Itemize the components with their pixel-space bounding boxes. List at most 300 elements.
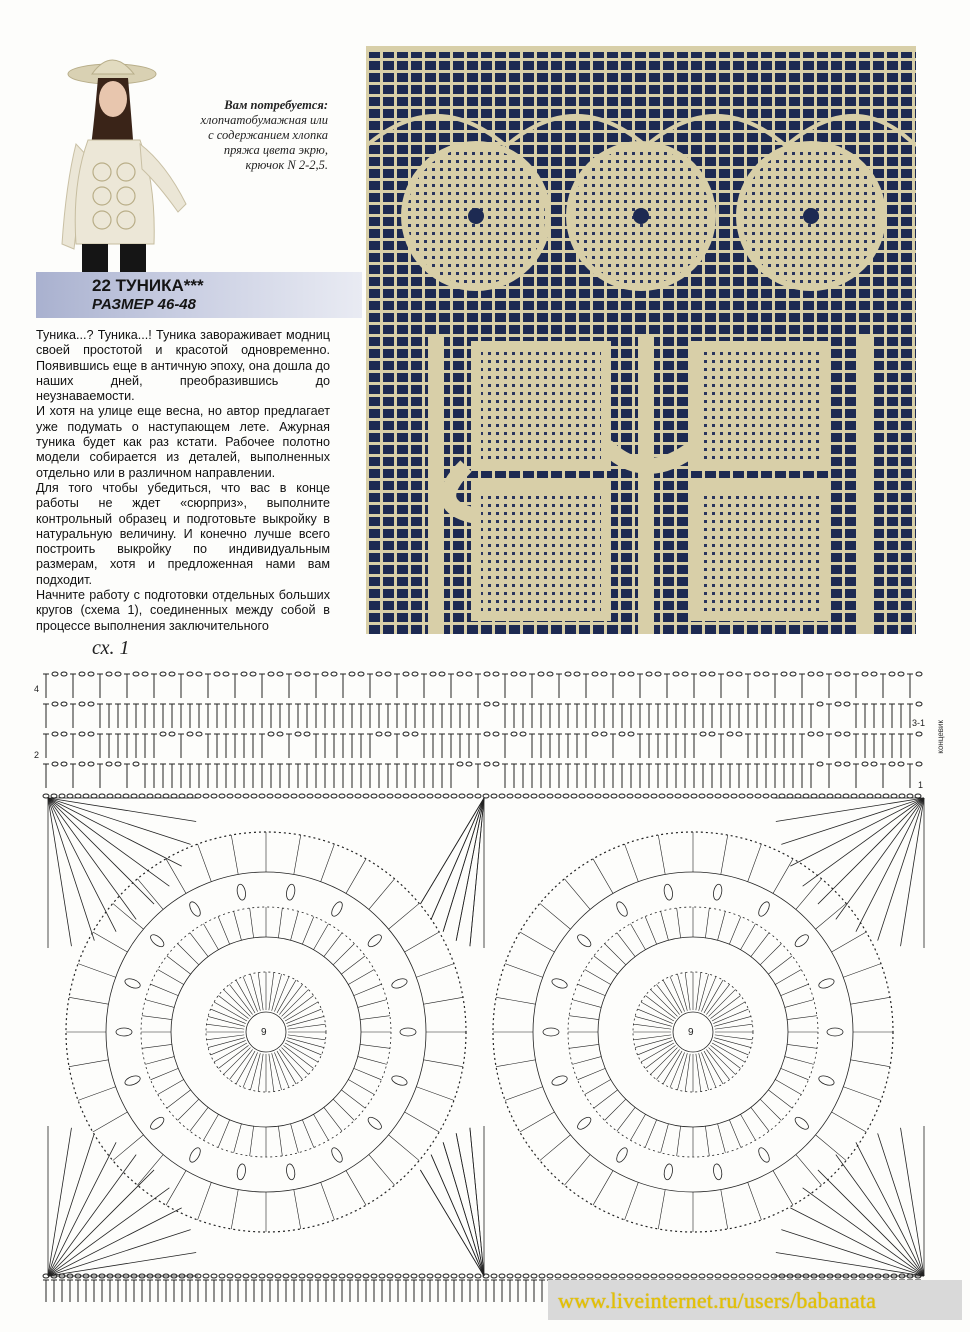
chain-stitch (627, 794, 633, 798)
watermark-text: www.liveinternet.ru/users/babanata (558, 1288, 877, 1313)
chain-stitch (808, 672, 814, 676)
radial-stitch (291, 1124, 299, 1153)
radial-stitch (670, 977, 685, 1012)
radial-stitch (113, 903, 144, 929)
radial-stitch (751, 1107, 769, 1131)
fan-stitch (48, 1133, 94, 1276)
chain-stitch (844, 702, 850, 706)
chain-stitch (611, 1274, 617, 1278)
chain-stitch (808, 732, 814, 736)
chain-stitch (323, 794, 329, 798)
chain-stitch (123, 794, 129, 798)
chain-stitch (491, 794, 497, 798)
radial-stitch (785, 1000, 814, 1008)
chain-stitch (595, 1274, 601, 1278)
radial-stitch (605, 1099, 626, 1120)
chain-stitch (675, 1274, 681, 1278)
chain-stitch (52, 762, 58, 766)
chain-stitch (195, 794, 201, 798)
radial-stitch (142, 1016, 172, 1020)
chain-stitch (106, 762, 112, 766)
chain-stitch (916, 672, 922, 676)
radial-stitch (211, 1009, 246, 1024)
chain-stitch (67, 794, 73, 798)
chain-stitch (700, 672, 706, 676)
fan-stitch (420, 1170, 484, 1276)
radial-stitch (333, 944, 354, 965)
chain-stitch (75, 794, 81, 798)
chain-stitch (727, 672, 733, 676)
radial-stitch (282, 990, 309, 1017)
chain-stitch (731, 794, 737, 798)
cluster-stitch (188, 900, 203, 918)
radial-stitch (564, 879, 590, 910)
chain-stitch (227, 794, 233, 798)
radial-stitch (218, 1120, 229, 1148)
cluster-stitch (330, 900, 345, 918)
chain-stitch (379, 794, 385, 798)
chain-stitch (715, 794, 721, 798)
chain-stitch (88, 702, 94, 706)
chain-stitch (731, 1274, 737, 1278)
radial-stitch (286, 1040, 321, 1055)
radial-stitch (832, 1112, 867, 1132)
chain-stitch (862, 672, 868, 676)
chain-stitch (651, 1274, 657, 1278)
radial-stitch (569, 1044, 599, 1048)
chain-stitch (817, 732, 823, 736)
chain-stitch (700, 732, 706, 736)
cluster-stitch (124, 1074, 142, 1087)
chain-stitch (723, 794, 729, 798)
radial-stitch (243, 1052, 258, 1087)
chain-stitch (916, 702, 922, 706)
chain-stitch (531, 1274, 537, 1278)
chain-stitch (592, 732, 598, 736)
radial-stitch (796, 1155, 822, 1186)
fan-stitch (803, 798, 924, 886)
radial-stitch (167, 956, 191, 974)
cluster-stitch (576, 933, 593, 949)
chain-stitch (811, 794, 817, 798)
radial-stitch (178, 944, 199, 965)
cluster-stitch (366, 1115, 383, 1131)
radial-stitch (651, 1048, 678, 1075)
chain-stitch (251, 1274, 257, 1278)
radial-stitch (617, 1107, 635, 1131)
chain-stitch (419, 794, 425, 798)
chain-stitch (203, 1274, 209, 1278)
chain-stitch (515, 1274, 521, 1278)
chain-stitch (574, 672, 580, 676)
chain-stitch (268, 732, 274, 736)
radial-stitch (166, 859, 186, 894)
radial-stitch (631, 1114, 646, 1140)
chain-stitch (571, 794, 577, 798)
chain-stitch (251, 794, 257, 798)
chain-stitch (579, 1274, 585, 1278)
cluster-stitch (400, 1028, 416, 1036)
cluster-stitch (615, 900, 630, 918)
chain-stitch (403, 732, 409, 736)
fan-stitch (781, 798, 924, 844)
chain-stitch (179, 794, 185, 798)
radial-stitch (851, 997, 890, 1004)
radial-stitch (69, 997, 108, 1004)
article-text (36, 328, 330, 634)
chain-stitch (147, 794, 153, 798)
radial-stitch (594, 1090, 618, 1108)
chain-stitch (691, 794, 697, 798)
chain-stitch (667, 794, 673, 798)
chain-stitch (439, 672, 445, 676)
radial-stitch (645, 1120, 656, 1148)
chain-stitch (267, 1274, 273, 1278)
fan-stitch (48, 1230, 191, 1276)
fan-stitch (456, 798, 484, 941)
radial-stitch (137, 879, 163, 910)
cluster-stitch (757, 900, 772, 918)
chain-stitch (106, 672, 112, 676)
radial-stitch (369, 1155, 395, 1186)
radial-stitch (151, 1068, 179, 1079)
radial-stitch (843, 1087, 881, 1101)
chain-stitch (867, 794, 873, 798)
radial-stitch (585, 1080, 611, 1095)
chain-stitch (395, 794, 401, 798)
radial-stitch (741, 1114, 756, 1140)
chain-stitch (592, 672, 598, 676)
chain-stitch (709, 732, 715, 736)
cluster-stitch (712, 1163, 723, 1180)
chain-stitch (619, 732, 625, 736)
chain-stitch (659, 794, 665, 798)
radial-stitch (204, 1114, 219, 1140)
radial-stitch (705, 1126, 709, 1156)
cluster-stitch (818, 977, 836, 990)
radial-stitch (286, 1009, 321, 1024)
radial-stitch (250, 1126, 254, 1156)
chain-stitch (403, 672, 409, 676)
radial-stitch (243, 977, 258, 1012)
chain-stitch (555, 1274, 561, 1278)
chain-stitch (715, 1274, 721, 1278)
radial-stitch (198, 844, 212, 882)
chain-stitch (115, 762, 121, 766)
chain-stitch (88, 672, 94, 676)
radial-stitch (851, 1060, 890, 1067)
chain-stitch (763, 1274, 769, 1278)
chain-stitch (427, 1274, 433, 1278)
chain-stitch (277, 672, 283, 676)
radial-stitch (760, 944, 781, 965)
chain-stitch (851, 794, 857, 798)
cluster-stitch (330, 1146, 345, 1164)
radial-stitch (605, 944, 626, 965)
chain-stitch (907, 794, 913, 798)
chain-stitch (889, 762, 895, 766)
chain-stitch (142, 672, 148, 676)
fan-stitch (48, 1155, 136, 1276)
chain-stitch (259, 794, 265, 798)
radial-stitch (718, 1124, 726, 1153)
radial-stitch (190, 933, 208, 957)
chain-stitch (899, 794, 905, 798)
radial-stitch (796, 879, 822, 910)
chain-stitch (646, 672, 652, 676)
chain-stitch (304, 732, 310, 736)
chain-stitch (844, 762, 850, 766)
chain-stitch (835, 672, 841, 676)
chain-stitch (160, 732, 166, 736)
chain-stitch (754, 672, 760, 676)
cluster-stitch (236, 1163, 247, 1180)
chain-stitch (235, 1274, 241, 1278)
radial-stitch (405, 932, 440, 952)
chain-stitch (563, 794, 569, 798)
chain-stitch (283, 794, 289, 798)
chain-stitch (611, 794, 617, 798)
cluster-stitch (793, 933, 810, 949)
chain-stitch (235, 794, 241, 798)
radial-stitch (677, 908, 681, 938)
chain-stitch (844, 732, 850, 736)
radial-stitch (564, 1155, 590, 1186)
cluster-stitch (543, 1028, 559, 1036)
chain-stitch (484, 762, 490, 766)
radial-stitch (713, 1040, 748, 1055)
chain-stitch (763, 794, 769, 798)
fan-stitch (836, 1155, 924, 1276)
radial-stitch (741, 924, 756, 950)
cluster-stitch (366, 933, 383, 949)
chain-stitch (723, 1274, 729, 1278)
chain-stitch (275, 1274, 281, 1278)
chain-stitch (862, 762, 868, 766)
lace-closeup-photo (366, 46, 916, 634)
chain-stitch (339, 794, 345, 798)
chain-stitch (385, 672, 391, 676)
radial-stitch (843, 964, 881, 978)
radial-stitch (751, 933, 769, 957)
fan-stitch (48, 798, 169, 886)
radial-stitch (775, 1080, 801, 1095)
chain-stitch (781, 672, 787, 676)
chain-stitch (52, 702, 58, 706)
chain-stitch (59, 794, 65, 798)
radial-stitch (816, 903, 847, 929)
chain-stitch (483, 794, 489, 798)
paragraph: Начните работу с подготовки отдельных больших кругов (схема 1), соединенных между собой в процессе выполнения заключительного (36, 588, 330, 633)
radial-stitch (768, 1090, 792, 1108)
row-number: 4 (34, 684, 40, 694)
radial-stitch (520, 932, 555, 952)
cluster-stitch (124, 977, 142, 990)
chain-stitch (803, 794, 809, 798)
chain-stitch (307, 1274, 313, 1278)
cluster-stitch (551, 1074, 569, 1087)
chain-stitch (484, 702, 490, 706)
chain-stitch (628, 732, 634, 736)
radial-stitch (360, 1016, 390, 1020)
radial-stitch (218, 917, 229, 945)
chain-stitch (787, 794, 793, 798)
filet-rows (43, 672, 924, 1302)
cluster-stitch (827, 1028, 843, 1036)
chain-stitch (363, 1274, 369, 1278)
chain-stitch (484, 732, 490, 736)
chain-stitch (395, 1274, 401, 1278)
chain-stitch (587, 1274, 593, 1278)
chain-stitch (160, 672, 166, 676)
chain-stitch (475, 1274, 481, 1278)
radial-stitch (231, 1190, 238, 1229)
cluster-stitch (236, 884, 247, 901)
chain-stitch (376, 732, 382, 736)
row-number: 1 (918, 780, 924, 790)
chain-stitch (443, 1274, 449, 1278)
radial-stitch (274, 977, 289, 1012)
radial-stitch (69, 1060, 108, 1067)
chain-stitch (779, 794, 785, 798)
radial-stitch (204, 924, 219, 950)
chain-stitch (363, 794, 369, 798)
chain-stitch (643, 794, 649, 798)
chain-stitch (707, 794, 713, 798)
chain-stitch (61, 702, 67, 706)
radial-stitch (625, 844, 639, 882)
chain-stitch (349, 672, 355, 676)
chain-stitch (243, 1274, 249, 1278)
cluster-stitch (391, 1074, 409, 1087)
radial-stitch (832, 932, 867, 952)
radial-stitch (324, 933, 342, 957)
chain-stitch (412, 732, 418, 736)
chain-stitch (243, 794, 249, 798)
chain-stitch (214, 672, 220, 676)
radial-stitch (638, 1009, 673, 1024)
chain-stitch (358, 672, 364, 676)
radial-stitch (701, 977, 716, 1012)
chain-stitch (196, 732, 202, 736)
radial-stitch (346, 1171, 366, 1206)
chain-stitch (169, 732, 175, 736)
radial-stitch (360, 1044, 390, 1048)
chain-stitch (555, 794, 561, 798)
chain-stitch (133, 762, 139, 766)
chain-stitch (83, 794, 89, 798)
radial-stitch (224, 1048, 251, 1075)
chain-stitch (315, 794, 321, 798)
chain-stitch (203, 794, 209, 798)
chain-stitch (659, 1274, 665, 1278)
radial-stitch (354, 984, 382, 995)
cluster-stitch (757, 1146, 772, 1164)
chain-stitch (291, 794, 297, 798)
chain-stitch (915, 794, 921, 798)
chain-stitch (511, 732, 517, 736)
chain-stitch (817, 672, 823, 676)
chain-stitch (51, 794, 57, 798)
chain-stitch (916, 762, 922, 766)
radial-stitch (324, 1107, 342, 1131)
chain-stitch (739, 794, 745, 798)
fan-stitch (48, 798, 136, 919)
fan-stitch (781, 1230, 924, 1276)
chain-stitch (916, 732, 922, 736)
chain-stitch (491, 1274, 497, 1278)
radial-stitch (505, 1087, 543, 1101)
chain-stitch (79, 732, 85, 736)
chain-stitch (859, 794, 865, 798)
radial-stitch (729, 1120, 740, 1148)
radial-stitch (274, 1052, 289, 1087)
radial-stitch (713, 1009, 748, 1024)
chain-stitch (347, 794, 353, 798)
radial-stitch (424, 1060, 463, 1067)
chain-stitch (419, 1274, 425, 1278)
radial-stitch (496, 997, 535, 1004)
chain-stitch (523, 1274, 529, 1278)
radial-stitch (224, 990, 251, 1017)
chain-stitch (187, 794, 193, 798)
chain-stitch (675, 794, 681, 798)
chain-stitch (379, 1274, 385, 1278)
radial-stitch (520, 1112, 555, 1132)
chain-stitch (499, 1274, 505, 1278)
radial-stitch (341, 1090, 365, 1108)
radial-stitch (211, 1040, 246, 1055)
radial-stitch (773, 1171, 793, 1206)
chain-stitch (601, 732, 607, 736)
chain-stitch (493, 732, 499, 736)
chain-stitch (898, 762, 904, 766)
radial-stitch (572, 1000, 601, 1008)
chain-stitch (435, 1274, 441, 1278)
chain-stitch (507, 794, 513, 798)
radial-stitch (93, 932, 128, 952)
chain-stitch (691, 1274, 697, 1278)
chain-stitch (61, 672, 67, 676)
chain-stitch (163, 794, 169, 798)
chain-stitch (595, 794, 601, 798)
chain-stitch (875, 794, 881, 798)
chain-stitch (79, 762, 85, 766)
chain-stitch (115, 794, 121, 798)
page-title: 22 ТУНИКА*** (92, 276, 204, 295)
chain-stitch (523, 794, 529, 798)
chain-stitch (331, 794, 337, 798)
radial-stitch (625, 1182, 639, 1220)
radial-stitch (651, 990, 678, 1017)
chain-stitch (790, 672, 796, 676)
circle-motifs (66, 832, 893, 1232)
chain-stitch (387, 794, 393, 798)
chain-stitch (747, 1274, 753, 1278)
motif-center-label: 9 (688, 1027, 694, 1038)
radial-stitch (705, 908, 709, 938)
chain-stitch (295, 672, 301, 676)
radial-stitch (709, 990, 736, 1017)
radial-stitch (278, 1126, 282, 1156)
cluster-stitch (149, 1115, 166, 1131)
radial-stitch (354, 1068, 382, 1079)
cluster-stitch (391, 977, 409, 990)
chain-stitch (467, 1274, 473, 1278)
chain-stitch (457, 672, 463, 676)
cluster-stitch (663, 1163, 674, 1180)
radial-stitch (358, 1057, 387, 1065)
